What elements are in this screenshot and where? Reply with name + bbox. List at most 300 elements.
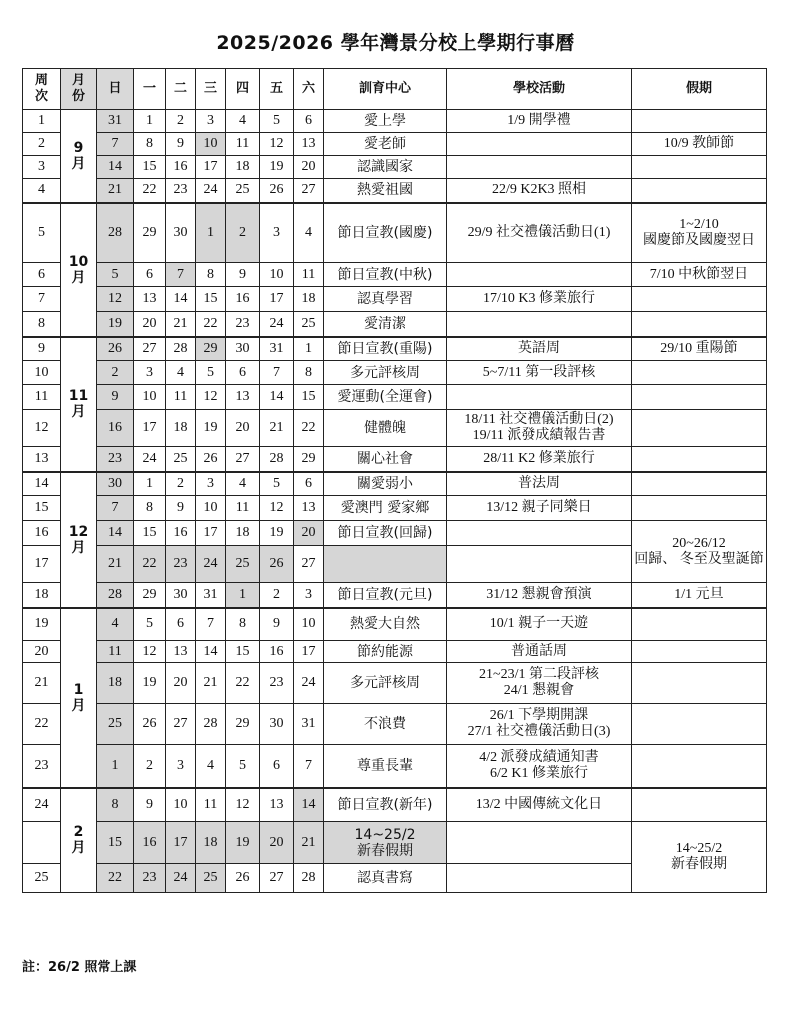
- week-number: 1: [23, 110, 61, 133]
- week-number: 23: [23, 745, 61, 788]
- day-sat: 31: [294, 704, 324, 745]
- day-fri: 28: [260, 447, 294, 472]
- day-sat: 27: [294, 179, 324, 203]
- day-sat: 6: [294, 472, 324, 496]
- holiday-cell: [632, 337, 767, 361]
- day-fri: 5: [260, 472, 294, 496]
- holiday-item: 新春假期: [671, 857, 727, 872]
- day-mon: 22: [134, 179, 166, 203]
- day-sun: 15: [97, 822, 134, 864]
- week-row: [23, 663, 767, 704]
- holiday-cell: [632, 110, 767, 133]
- activity-cell: [447, 203, 632, 263]
- holiday-item: 10/9 教師節: [663, 136, 735, 151]
- day-thu: 15: [226, 641, 260, 663]
- guidance-theme: 愛老師: [324, 133, 447, 156]
- day-thu: 16: [226, 287, 260, 312]
- week-row: [23, 583, 767, 608]
- day-sun: 16: [97, 410, 134, 447]
- week-row: [23, 608, 767, 641]
- holiday-cell: [632, 472, 767, 496]
- holiday-item: 1/1 元旦: [674, 586, 724, 602]
- day-thu: 8: [226, 608, 260, 641]
- week-number: 24: [23, 788, 61, 822]
- holiday-cell: [632, 608, 767, 641]
- day-sat: 3: [294, 583, 324, 608]
- activity-cell: [447, 156, 632, 179]
- day-wed: 25: [196, 864, 226, 893]
- holiday-cell: [632, 447, 767, 472]
- day-sat: 7: [294, 745, 324, 788]
- day-sat: 20: [294, 521, 324, 546]
- day-sat: 27: [294, 546, 324, 583]
- day-tue: 6: [166, 608, 196, 641]
- day-sat: 13: [294, 496, 324, 521]
- day-fri: 6: [260, 745, 294, 788]
- day-wed: 11: [196, 788, 226, 822]
- day-fri: 14: [260, 385, 294, 410]
- week-number: 7: [23, 287, 61, 312]
- header-activities: 學校活動: [447, 69, 632, 110]
- day-thu: 4: [226, 110, 260, 133]
- day-fri: 19: [260, 156, 294, 179]
- day-mon: 2: [134, 745, 166, 788]
- guidance-theme: 認真學習: [324, 287, 447, 312]
- day-tue: 18: [166, 410, 196, 447]
- day-thu: 12: [226, 788, 260, 822]
- holiday-cell: [632, 788, 767, 822]
- header-day-wed: 三: [196, 69, 226, 110]
- day-tue: 7: [166, 263, 196, 287]
- activity-item: 21~23/1 第二段評核: [479, 667, 599, 682]
- activity-item: 13/2 中國傳統文化日: [475, 796, 603, 812]
- day-mon: 19: [134, 663, 166, 704]
- month-label: 9 月: [61, 110, 97, 203]
- day-sun: 25: [97, 704, 134, 745]
- day-wed: 26: [196, 447, 226, 472]
- day-fri: 2: [260, 583, 294, 608]
- guidance-theme: 認真書寫: [324, 864, 447, 893]
- activity-item: 31/12 懇親會預演: [486, 586, 592, 602]
- holiday-cell: [632, 521, 767, 583]
- day-mon: 3: [134, 361, 166, 385]
- day-sun: 18: [97, 663, 134, 704]
- activity-item: 17/10 K3 修業旅行: [483, 291, 595, 306]
- activity-item: 13/12 親子同樂日: [486, 500, 592, 515]
- day-thu: 6: [226, 361, 260, 385]
- day-sat: 20: [294, 156, 324, 179]
- guidance-theme: 節日宣教(回歸): [324, 521, 447, 546]
- activity-item: 26/1 下學期開課: [489, 708, 589, 723]
- day-sat: 18: [294, 287, 324, 312]
- guidance-line: 新春假期: [357, 842, 413, 859]
- day-mon: 20: [134, 312, 166, 337]
- day-sun: 8: [97, 788, 134, 822]
- day-thu: 20: [226, 410, 260, 447]
- day-sun: 11: [97, 641, 134, 663]
- holiday-cell: [632, 361, 767, 385]
- activity-item: 27/1 社交禮儀活動日(3): [467, 724, 611, 739]
- day-thu: 9: [226, 263, 260, 287]
- day-wed: 17: [196, 156, 226, 179]
- guidance-theme: 愛上學: [324, 110, 447, 133]
- day-wed: 29: [196, 337, 226, 361]
- day-thu: 30: [226, 337, 260, 361]
- week-row: [23, 263, 767, 287]
- activity-cell: [447, 663, 632, 704]
- day-sun: 7: [97, 133, 134, 156]
- week-row: [23, 641, 767, 663]
- guidance-theme: 愛清潔: [324, 312, 447, 337]
- day-fri: 17: [260, 287, 294, 312]
- week-row: [23, 410, 767, 447]
- guidance-theme: 愛澳門 愛家鄉: [324, 496, 447, 521]
- footnote: 註：26/2 照常上課: [22, 960, 137, 975]
- day-sat: 13: [294, 133, 324, 156]
- day-thu: 26: [226, 864, 260, 893]
- day-wed: 5: [196, 361, 226, 385]
- day-tue: 17: [166, 822, 196, 864]
- day-sun: 22: [97, 864, 134, 893]
- day-sun: 28: [97, 203, 134, 263]
- holiday-item: 7/10 中秋節翌日: [649, 266, 749, 282]
- activity-cell: [447, 583, 632, 608]
- activity-item: 10/1 親子一天遊: [489, 616, 589, 632]
- header-day-sat: 六: [294, 69, 324, 110]
- activity-cell: [447, 361, 632, 385]
- activity-item: 1/9 開學禮: [507, 113, 571, 128]
- day-fri: 27: [260, 864, 294, 893]
- header-day-fri: 五: [260, 69, 294, 110]
- day-thu: 1: [226, 583, 260, 608]
- activity-cell: [447, 410, 632, 447]
- day-tue: 9: [166, 496, 196, 521]
- week-row: [23, 110, 767, 133]
- holiday-cell: [632, 385, 767, 410]
- guidance-theme: 認識國家: [324, 156, 447, 179]
- day-fri: 12: [260, 496, 294, 521]
- day-tue: 14: [166, 287, 196, 312]
- day-thu: 25: [226, 179, 260, 203]
- day-fri: 10: [260, 263, 294, 287]
- day-fri: 7: [260, 361, 294, 385]
- day-fri: 12: [260, 133, 294, 156]
- day-sun: 26: [97, 337, 134, 361]
- day-mon: 16: [134, 822, 166, 864]
- holiday-cell: [632, 663, 767, 704]
- day-wed: 10: [196, 496, 226, 521]
- month-label: 11 月: [61, 337, 97, 472]
- day-sun: 23: [97, 447, 134, 472]
- header-day-sun: 日: [97, 69, 134, 110]
- holiday-cell: [632, 583, 767, 608]
- day-wed: 7: [196, 608, 226, 641]
- day-sat: 17: [294, 641, 324, 663]
- day-sun: 28: [97, 583, 134, 608]
- day-sat: 25: [294, 312, 324, 337]
- day-sat: 11: [294, 263, 324, 287]
- day-sun: 4: [97, 608, 134, 641]
- day-fri: 19: [260, 521, 294, 546]
- holiday-item: 20~26/12: [672, 535, 726, 551]
- guidance-theme: 愛運動(全運會): [324, 385, 447, 410]
- day-thu: 29: [226, 704, 260, 745]
- school-calendar-table: [22, 68, 767, 893]
- day-fri: 9: [260, 608, 294, 641]
- activity-item: 普通話周: [511, 643, 567, 659]
- header-row: [23, 69, 767, 110]
- day-thu: 5: [226, 745, 260, 788]
- day-mon: 1: [134, 472, 166, 496]
- month-label: 2 月: [61, 788, 97, 893]
- header-month: 月 份: [61, 69, 97, 110]
- day-thu: 18: [226, 521, 260, 546]
- holiday-cell: [632, 156, 767, 179]
- activity-cell: [447, 704, 632, 745]
- guidance-theme: 健體魄: [324, 410, 447, 447]
- day-fri: 13: [260, 788, 294, 822]
- activity-item: 29/9 社交禮儀活動日(1): [467, 224, 611, 240]
- day-wed: 12: [196, 385, 226, 410]
- day-tue: 2: [166, 472, 196, 496]
- day-wed: 17: [196, 521, 226, 546]
- holiday-item: 14~25/2: [675, 841, 723, 856]
- day-tue: 27: [166, 704, 196, 745]
- week-number: [23, 822, 61, 864]
- day-thu: 11: [226, 496, 260, 521]
- week-row: [23, 156, 767, 179]
- day-wed: 24: [196, 546, 226, 583]
- day-wed: 1: [196, 203, 226, 263]
- guidance-theme: 多元評核周: [324, 361, 447, 385]
- day-sat: 21: [294, 822, 324, 864]
- week-number: 14: [23, 472, 61, 496]
- holiday-item: 回歸、 冬至及聖誕節: [634, 551, 764, 567]
- week-row: [23, 312, 767, 337]
- day-mon: 13: [134, 287, 166, 312]
- day-fri: 31: [260, 337, 294, 361]
- holiday-cell: [632, 263, 767, 287]
- guidance-theme: [324, 546, 447, 583]
- activity-cell: [447, 110, 632, 133]
- day-tue: 24: [166, 864, 196, 893]
- guidance-theme: 節日宣教(元旦): [324, 583, 447, 608]
- month-label: 10 月: [61, 203, 97, 337]
- day-fri: 24: [260, 312, 294, 337]
- day-fri: 30: [260, 704, 294, 745]
- week-number: 17: [23, 546, 61, 583]
- day-fri: 26: [260, 546, 294, 583]
- day-wed: 10: [196, 133, 226, 156]
- day-wed: 14: [196, 641, 226, 663]
- day-sat: 4: [294, 203, 324, 263]
- week-number: 8: [23, 312, 61, 337]
- week-number: 19: [23, 608, 61, 641]
- day-mon: 22: [134, 546, 166, 583]
- day-thu: 18: [226, 156, 260, 179]
- week-row: [23, 337, 767, 361]
- day-sun: 19: [97, 312, 134, 337]
- holiday-cell: [632, 641, 767, 663]
- day-tue: 21: [166, 312, 196, 337]
- day-mon: 29: [134, 583, 166, 608]
- guidance-theme: 節日宣教(國慶): [324, 203, 447, 263]
- guidance-theme: 節日宣教(新年): [324, 788, 447, 822]
- holiday-cell: [632, 745, 767, 788]
- day-thu: 22: [226, 663, 260, 704]
- guidance-theme: [324, 822, 447, 864]
- activity-item: 22/9 K2K3 照相: [491, 182, 587, 198]
- activity-cell: [447, 287, 632, 312]
- week-row: [23, 704, 767, 745]
- day-tue: 11: [166, 385, 196, 410]
- week-row: [23, 447, 767, 472]
- day-mon: 10: [134, 385, 166, 410]
- day-thu: 13: [226, 385, 260, 410]
- week-number: 6: [23, 263, 61, 287]
- week-number: 9: [23, 337, 61, 361]
- guidance-theme: 節約能源: [324, 641, 447, 663]
- day-mon: 23: [134, 864, 166, 893]
- day-fri: 20: [260, 822, 294, 864]
- header-holidays: 假期: [632, 69, 767, 110]
- guidance-line: 14~25/2: [354, 826, 416, 843]
- activity-item: 24/1 懇親會: [503, 683, 575, 698]
- week-row: [23, 133, 767, 156]
- day-mon: 12: [134, 641, 166, 663]
- day-tue: 30: [166, 583, 196, 608]
- week-number: 5: [23, 203, 61, 263]
- day-tue: 23: [166, 546, 196, 583]
- day-wed: 3: [196, 110, 226, 133]
- guidance-theme: 尊重長輩: [324, 745, 447, 788]
- day-sat: 22: [294, 410, 324, 447]
- day-mon: 8: [134, 133, 166, 156]
- day-tue: 2: [166, 110, 196, 133]
- week-number: 10: [23, 361, 61, 385]
- day-mon: 26: [134, 704, 166, 745]
- holiday-cell: [632, 287, 767, 312]
- day-wed: 18: [196, 822, 226, 864]
- day-wed: 24: [196, 179, 226, 203]
- activity-item: 6/2 K1 修業旅行: [490, 765, 588, 781]
- activity-item: 英語周: [518, 340, 560, 356]
- day-mon: 1: [134, 110, 166, 133]
- guidance-theme: 熱愛大自然: [324, 608, 447, 641]
- day-sun: 21: [97, 546, 134, 583]
- week-number: 16: [23, 521, 61, 546]
- activity-item: 28/11 K2 修業旅行: [483, 450, 595, 466]
- week-number: 4: [23, 179, 61, 203]
- day-fri: 5: [260, 110, 294, 133]
- week-number: 18: [23, 583, 61, 608]
- day-sun: 14: [97, 156, 134, 179]
- week-row: [23, 472, 767, 496]
- guidance-theme: 關心社會: [324, 447, 447, 472]
- header-guidance: 訓育中心: [324, 69, 447, 110]
- activity-cell: [447, 608, 632, 641]
- week-row: [23, 179, 767, 203]
- holiday-cell: [632, 496, 767, 521]
- day-thu: 4: [226, 472, 260, 496]
- week-number: 12: [23, 410, 61, 447]
- day-sat: 6: [294, 110, 324, 133]
- activity-cell: [447, 641, 632, 663]
- day-sun: 2: [97, 361, 134, 385]
- activity-cell: [447, 472, 632, 496]
- activity-item: 4/2 派發成績通知書: [479, 749, 599, 765]
- activity-item: 19/11 派發成績報告書: [472, 428, 606, 443]
- day-tue: 3: [166, 745, 196, 788]
- activity-cell: [447, 864, 632, 893]
- day-thu: 11: [226, 133, 260, 156]
- day-fri: 16: [260, 641, 294, 663]
- header-day-mon: 一: [134, 69, 166, 110]
- day-mon: 15: [134, 156, 166, 179]
- day-tue: 25: [166, 447, 196, 472]
- day-thu: 25: [226, 546, 260, 583]
- week-row: [23, 203, 767, 263]
- day-wed: 3: [196, 472, 226, 496]
- guidance-theme: 關愛弱小: [324, 472, 447, 496]
- day-mon: 6: [134, 263, 166, 287]
- day-sun: 7: [97, 496, 134, 521]
- week-row: [23, 788, 767, 822]
- day-tue: 28: [166, 337, 196, 361]
- header-day-tue: 二: [166, 69, 196, 110]
- page-title: 2025/2026 學年灣景分校上學期行事曆: [216, 32, 575, 54]
- activity-item: 普法周: [518, 475, 560, 491]
- week-row: [23, 287, 767, 312]
- week-number: 21: [23, 663, 61, 704]
- week-row: [23, 822, 767, 864]
- day-wed: 15: [196, 287, 226, 312]
- day-sat: 15: [294, 385, 324, 410]
- week-number: 20: [23, 641, 61, 663]
- week-number: 25: [23, 864, 61, 893]
- week-row: [23, 496, 767, 521]
- day-sun: 5: [97, 263, 134, 287]
- day-sun: 12: [97, 287, 134, 312]
- day-mon: 15: [134, 521, 166, 546]
- day-thu: 19: [226, 822, 260, 864]
- day-tue: 20: [166, 663, 196, 704]
- holiday-item: 國慶節及國慶翌日: [643, 232, 755, 248]
- week-row: [23, 361, 767, 385]
- day-tue: 9: [166, 133, 196, 156]
- header-day-thu: 四: [226, 69, 260, 110]
- day-sun: 30: [97, 472, 134, 496]
- day-mon: 24: [134, 447, 166, 472]
- day-mon: 27: [134, 337, 166, 361]
- day-wed: 21: [196, 663, 226, 704]
- day-sun: 1: [97, 745, 134, 788]
- day-mon: 9: [134, 788, 166, 822]
- activity-cell: [447, 263, 632, 287]
- day-sun: 14: [97, 521, 134, 546]
- activity-cell: [447, 745, 632, 788]
- activity-cell: [447, 496, 632, 521]
- day-wed: 31: [196, 583, 226, 608]
- day-fri: 21: [260, 410, 294, 447]
- holiday-cell: [632, 704, 767, 745]
- day-tue: 23: [166, 179, 196, 203]
- activity-cell: [447, 133, 632, 156]
- day-tue: 16: [166, 156, 196, 179]
- activity-cell: [447, 822, 632, 864]
- holiday-cell: [632, 179, 767, 203]
- activity-cell: [447, 337, 632, 361]
